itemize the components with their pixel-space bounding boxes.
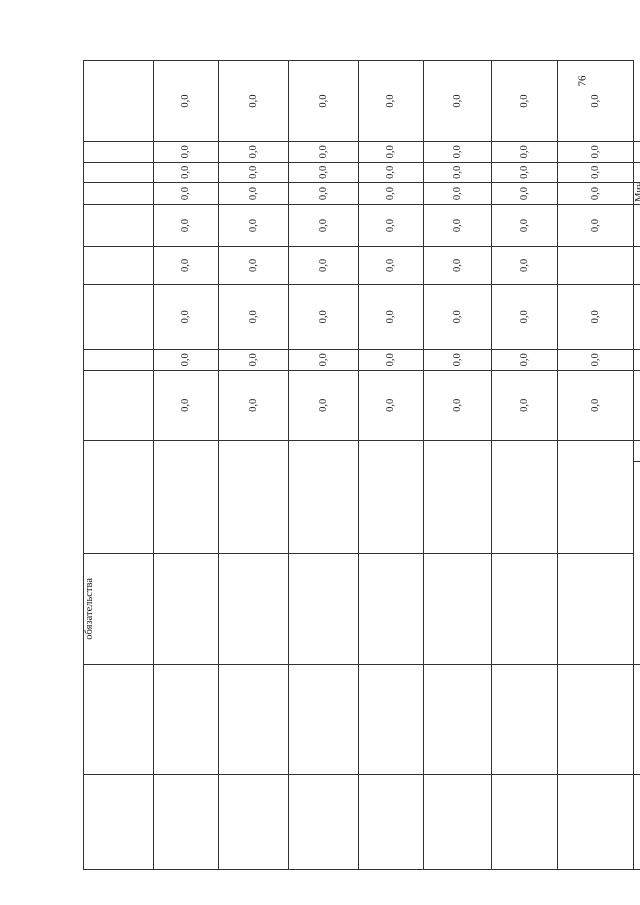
source-label: [634, 162, 640, 183]
blank-cell: [424, 664, 492, 774]
value-cell: 0,0: [154, 142, 219, 163]
value-cell: 0,0: [492, 284, 558, 349]
blank-cell: [558, 554, 634, 664]
blank-cell: [154, 554, 219, 664]
blank-cell: [634, 664, 640, 774]
blank-cell: [84, 142, 154, 163]
value-cell: 0,0: [424, 204, 492, 246]
blank-cell: [289, 554, 359, 664]
value-cell: 0,0: [359, 247, 424, 284]
blank-cell: [154, 461, 219, 553]
value-cell: 0,0: [558, 183, 634, 205]
value-cell: 0,0: [359, 204, 424, 246]
blank-cell: [492, 461, 558, 553]
value-cell: 0,0: [154, 183, 219, 205]
value-cell: [558, 247, 634, 284]
blank-cell: [634, 554, 640, 664]
value-cell: 0,0: [219, 183, 289, 205]
blank-cell: [492, 664, 558, 774]
value-cell: 0,0: [154, 370, 219, 441]
blank-cell: [219, 461, 289, 553]
value-cell: 0,0: [424, 350, 492, 371]
value-cell: 0,0: [289, 142, 359, 163]
table-row: [424, 61, 492, 870]
value-cell: 0,0: [558, 284, 634, 349]
value-cell: 0,0: [558, 142, 634, 163]
value-cell: [424, 441, 492, 462]
value-cell: 0,0: [492, 247, 558, 284]
value-cell: 0,0: [359, 162, 424, 183]
value-cell: 0,0: [492, 162, 558, 183]
table-row: [219, 61, 289, 870]
value-cell: 0,0: [289, 162, 359, 183]
value-cell: 0,0: [492, 61, 558, 142]
value-cell: [219, 441, 289, 462]
value-cell: 0,0: [219, 284, 289, 349]
blank-cell: [84, 370, 154, 441]
value-cell: 0,0: [424, 284, 492, 349]
blank-cell: [359, 554, 424, 664]
value-cell: 0,0: [289, 204, 359, 246]
blank-cell: [289, 774, 359, 869]
value-cell: 0,0: [424, 61, 492, 142]
blank-cell: [289, 461, 359, 553]
table-row: [289, 61, 359, 870]
value-cell: 0,0: [424, 162, 492, 183]
value-cell: 0,0: [424, 370, 492, 441]
blank-cell: [424, 461, 492, 553]
source-label: [634, 183, 640, 205]
blank-cell: [558, 461, 634, 553]
blank-cell: [359, 774, 424, 869]
value-cell: 0,0: [424, 247, 492, 284]
value-cell: 0,0: [492, 204, 558, 246]
blank-cell: [84, 664, 154, 774]
value-cell: 0,0: [492, 350, 558, 371]
source-label: [634, 204, 640, 246]
table-row: [154, 61, 219, 870]
value-cell: 0,0: [219, 142, 289, 163]
value-cell: [359, 441, 424, 462]
value-cell: 0,0: [492, 142, 558, 163]
value-cell: 0,0: [492, 370, 558, 441]
value-cell: 0,0: [359, 183, 424, 205]
value-cell: 0,0: [359, 350, 424, 371]
blank-cell: [359, 664, 424, 774]
blank-cell: [219, 664, 289, 774]
value-cell: [154, 441, 219, 462]
blank-cell: [424, 774, 492, 869]
value-cell: 0,0: [359, 61, 424, 142]
value-cell: 0,0: [359, 142, 424, 163]
source-label: [634, 247, 640, 284]
value-cell: 0,0: [359, 370, 424, 441]
funding-table: [83, 60, 640, 870]
blank-cell: [84, 774, 154, 869]
value-cell: 0,0: [558, 350, 634, 371]
value-cell: 0,0: [154, 350, 219, 371]
blank-cell: [289, 664, 359, 774]
table-row: [492, 61, 558, 870]
source-label: [634, 284, 640, 349]
value-cell: 0,0: [492, 183, 558, 205]
table-row: [84, 61, 154, 870]
value-cell: 0,0: [154, 204, 219, 246]
source-top-label: обязательства: [84, 554, 154, 664]
blank-cell: [492, 554, 558, 664]
value-cell: 0,0: [558, 204, 634, 246]
source-label: [634, 142, 640, 163]
source-label: [634, 370, 640, 441]
value-cell: 0,0: [154, 247, 219, 284]
blank-cell: [84, 247, 154, 284]
value-cell: 0,0: [219, 162, 289, 183]
value-cell: 0,0: [359, 284, 424, 349]
source-label: [634, 461, 640, 553]
blank-cell: [84, 183, 154, 205]
value-cell: 0,0: [558, 162, 634, 183]
blank-cell: [84, 61, 154, 142]
value-cell: 0,0: [219, 247, 289, 284]
value-cell: 0,0: [558, 61, 634, 142]
source-label: [634, 441, 640, 462]
blank-cell: [84, 350, 154, 371]
value-cell: 0,0: [289, 247, 359, 284]
blank-cell: [558, 664, 634, 774]
value-cell: 0,0: [289, 183, 359, 205]
source-label: [634, 350, 640, 371]
blank-cell: [84, 204, 154, 246]
blank-cell: [154, 774, 219, 869]
value-cell: 0,0: [289, 370, 359, 441]
table-row: [359, 61, 424, 870]
value-cell: 0,0: [289, 350, 359, 371]
blank-cell: [558, 774, 634, 869]
value-cell: 0,0: [289, 284, 359, 349]
value-cell: 0,0: [219, 204, 289, 246]
table-row: [558, 61, 634, 870]
blank-cell: [492, 774, 558, 869]
value-cell: 0,0: [154, 284, 219, 349]
value-cell: 0,0: [154, 61, 219, 142]
source-label: [634, 774, 640, 869]
value-cell: 0,0: [219, 350, 289, 371]
blank-cell: [219, 774, 289, 869]
value-cell: 0,0: [154, 162, 219, 183]
blank-cell: [424, 554, 492, 664]
value-cell: 0,0: [289, 61, 359, 142]
value-cell: [558, 441, 634, 462]
value-cell: 0,0: [558, 370, 634, 441]
value-cell: 0,0: [424, 142, 492, 163]
value-cell: [289, 441, 359, 462]
blank-cell: [84, 284, 154, 349]
value-cell: [492, 441, 558, 462]
value-cell: 0,0: [424, 183, 492, 205]
blank-cell: [359, 461, 424, 553]
page-number: 76: [576, 75, 589, 87]
table-row: [634, 61, 640, 870]
value-cell: 0,0: [219, 370, 289, 441]
blank-cell: [219, 554, 289, 664]
blank-cell: [154, 664, 219, 774]
blank-cell: [84, 461, 154, 553]
blank-cell: [84, 162, 154, 183]
source-cell: [84, 441, 154, 462]
value-cell: 0,0: [219, 61, 289, 142]
